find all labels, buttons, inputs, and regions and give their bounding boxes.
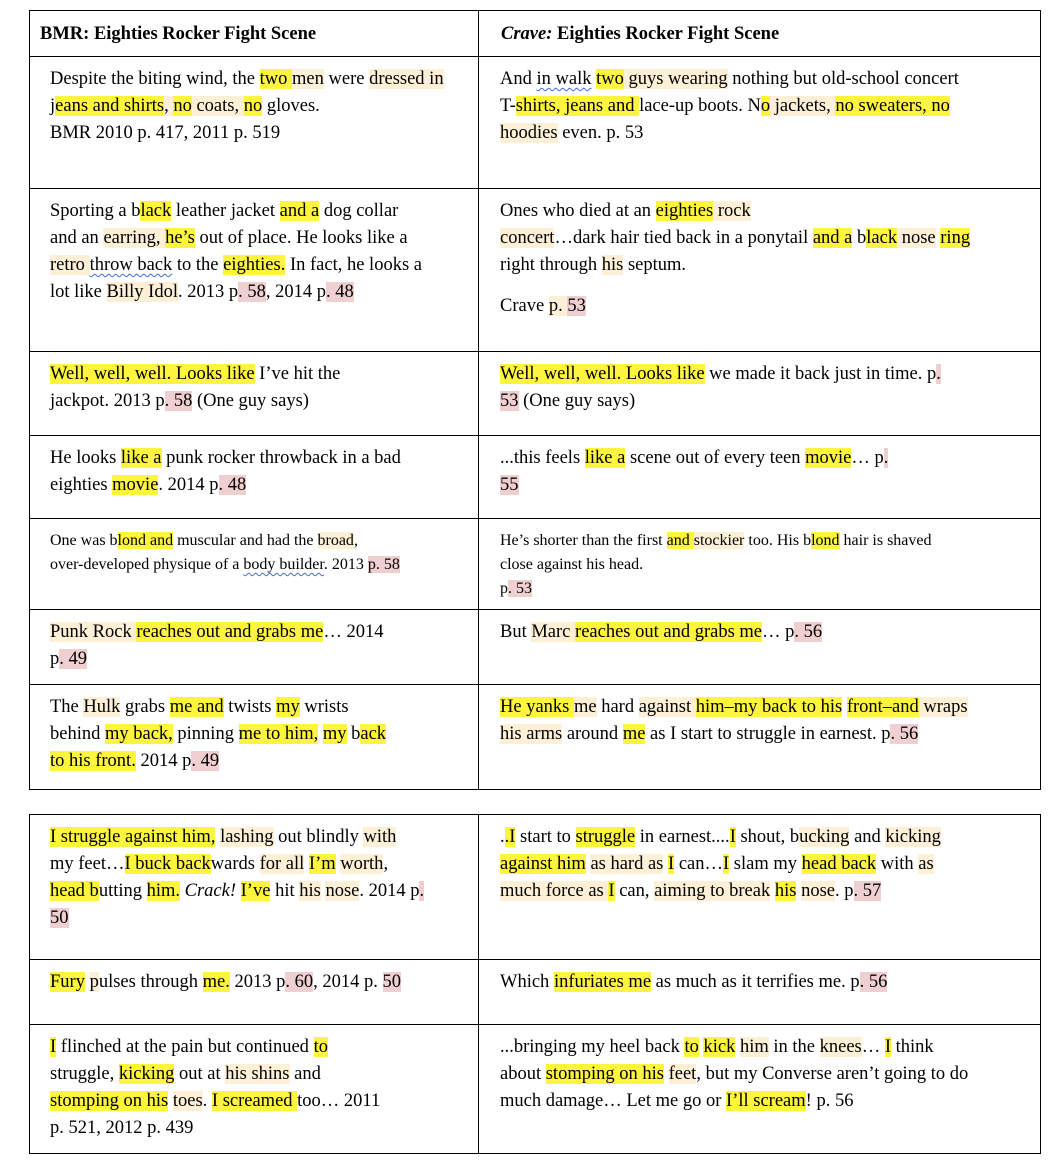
text-run: . — [202, 1091, 212, 1111]
header-right-title: Crave: — [501, 24, 553, 44]
text-run: shout, b — [735, 827, 800, 847]
highlight-yellow: me to him, — [238, 724, 319, 744]
highlight-pink: p. 58 — [367, 556, 400, 573]
highlight-yellow: kicking — [118, 1064, 175, 1084]
highlight-yellow: lack — [140, 201, 172, 221]
highlight-peach: earring, — [103, 228, 166, 248]
table-row — [30, 1025, 1041, 1154]
text-run: j — [50, 96, 56, 116]
highlight-yellow: infuriates me — [553, 972, 652, 992]
highlight-pink: . — [883, 448, 889, 468]
highlight-yellow: struggle — [575, 827, 636, 847]
highlight-yellow: to his front. — [50, 751, 136, 771]
text-run: (One guy says) — [518, 391, 636, 411]
text-run: hard — [596, 697, 639, 717]
text-run: T- — [500, 96, 516, 116]
header-right-text: Eighties Rocker Fight Scene — [552, 24, 780, 44]
highlight-peach: p. — [548, 296, 568, 316]
table-row — [30, 685, 1041, 790]
highlight-peach: kicking — [885, 827, 941, 847]
highlight-yellow: he’s — [165, 228, 195, 248]
highlight-pink: 53 — [500, 391, 519, 411]
header-left — [30, 11, 479, 57]
highlight-yellow: my — [276, 697, 300, 717]
bmr-cell — [30, 57, 479, 189]
text-run: struggle, — [50, 1064, 119, 1084]
text-run: as much as it terrifies me. p — [651, 972, 860, 992]
text-run: grabs — [120, 697, 170, 717]
highlight-yellow: I screamed — [211, 1091, 298, 1111]
crave-cell — [479, 57, 1041, 189]
text-run: , 2014 p. — [313, 972, 383, 992]
highlight-yellow: to — [684, 1037, 699, 1057]
spell-underline: body builder — [243, 556, 324, 573]
text-run: … 2014 — [323, 622, 384, 642]
highlight-peach: me — [573, 697, 597, 717]
text-run: wrists — [299, 697, 349, 717]
text-run: BMR 2010 p. 417, 2011 p. 519 — [50, 123, 281, 143]
highlight-pink: . — [419, 881, 425, 901]
highlight-peach: rock — [713, 201, 751, 221]
highlight-yellow: and — [666, 532, 694, 549]
text-run: In fact, he looks a — [285, 255, 422, 275]
highlight-yellow: like a — [584, 448, 626, 468]
highlight-peach: knees — [819, 1037, 862, 1057]
italic-text: Crack! — [180, 881, 237, 901]
text-run: lot like — [50, 282, 107, 302]
highlight-yellow: movie — [112, 475, 159, 495]
highlight-peach: as hard as — [590, 854, 664, 874]
highlight-peach: lashing — [220, 827, 274, 847]
text-run: , — [353, 532, 358, 549]
text-run: , but my Converse aren’t going to do — [696, 1064, 969, 1084]
highlight-peach: Billy Idol — [106, 282, 178, 302]
header-row — [30, 11, 1041, 57]
highlight-yellow: I — [668, 854, 675, 874]
bmr-cell — [30, 519, 479, 610]
text-run: eighties — [50, 475, 113, 495]
text-run: and — [289, 1064, 321, 1084]
highlight-peach: Punk Rock — [50, 622, 137, 642]
text-run: think — [891, 1037, 934, 1057]
highlight-yellow: lond — [811, 532, 840, 549]
highlight-yellow: him. — [146, 881, 181, 901]
text-run: can… — [674, 854, 723, 874]
highlight-yellow: me. — [202, 972, 230, 992]
crave-cell — [479, 685, 1041, 790]
highlight-yellow: I’ll scream — [726, 1091, 806, 1111]
highlight-pink: . 48 — [218, 475, 247, 495]
text-run: out blindly — [273, 827, 364, 847]
crave-cell — [479, 189, 1041, 352]
highlight-yellow: ack — [360, 724, 387, 744]
highlight-yellow: like a — [120, 448, 162, 468]
text-run: ! p. 56 — [805, 1091, 854, 1111]
highlight-pink: 50 — [50, 908, 69, 928]
comparison-table-1 — [29, 10, 1041, 790]
bmr-cell — [30, 436, 479, 519]
bmr-cell — [30, 815, 479, 960]
highlight-yellow: reaches out and grabs me — [136, 622, 324, 642]
text-run: , — [383, 854, 389, 874]
highlight-yellow: stomping on his — [545, 1064, 664, 1084]
highlight-yellow: shirts, jeans and — [515, 96, 640, 116]
highlight-peach: Hulk — [83, 697, 121, 717]
table-row — [30, 610, 1041, 685]
highlight-yellow: and a — [279, 201, 320, 221]
highlight-yellow: movie — [805, 448, 852, 468]
text-run: dog collar — [319, 201, 399, 221]
bmr-cell — [30, 610, 479, 685]
table-row — [30, 815, 1041, 960]
highlight-peach: hoodies — [500, 123, 558, 143]
highlight-peach: dressed in — [369, 69, 444, 89]
highlight-pink: . 58 — [238, 282, 266, 302]
header-right — [479, 11, 1041, 57]
highlight-yellow: eighties. — [223, 255, 286, 275]
text-run: jackpot. 2013 p — [50, 391, 165, 411]
text-run: Ones who died at an — [500, 201, 656, 221]
crave-cell — [479, 1025, 1041, 1154]
text-run: 2013 p — [229, 972, 286, 992]
highlight-peach: his — [299, 881, 321, 901]
highlight-peach: jackets, — [770, 96, 836, 116]
highlight-yellow: I — [884, 1037, 892, 1057]
text-run: my feet… — [50, 854, 125, 874]
highlight-yellow: my back, — [104, 724, 173, 744]
bmr-cell — [30, 960, 479, 1025]
highlight-peach: coats, — [191, 96, 244, 116]
text-run: … — [861, 1037, 885, 1057]
highlight-pink: . 49 — [59, 649, 87, 669]
comparison-table-2 — [29, 814, 1041, 1154]
text-run: He’s shorter than the first — [500, 532, 667, 549]
highlight-pink: . 48 — [325, 282, 354, 302]
highlight-peach: nose — [801, 881, 835, 901]
text-run: too. His b — [744, 532, 812, 549]
highlight-peach: wraps — [918, 697, 968, 717]
highlight-pink: . 60 — [285, 972, 314, 992]
spell-underline: throw back — [89, 255, 173, 275]
highlight-yellow: head back — [801, 854, 877, 874]
highlight-yellow: I buck back — [124, 854, 211, 874]
paragraph-gap — [500, 279, 1026, 293]
table-row — [30, 519, 1041, 610]
spell-underline: in walk — [536, 69, 592, 89]
highlight-pink: . 53 — [508, 580, 532, 597]
text-run: nothing but old-school concert — [727, 69, 959, 89]
highlight-yellow: I — [608, 881, 615, 901]
text-run: around — [562, 724, 623, 744]
text-run: Despite the biting wind, the — [50, 69, 260, 89]
highlight-pink: 55 — [500, 475, 519, 495]
highlight-pink: . — [936, 364, 941, 384]
highlight-yellow: no sweaters, no — [835, 96, 950, 116]
text-run: pinning — [172, 724, 239, 744]
text-run: we made it back just in time. p — [704, 364, 937, 384]
text-run: . p — [835, 881, 854, 901]
text-run: b — [852, 228, 867, 248]
highlight-peach: much force as — [500, 881, 609, 901]
highlight-yellow: He yanks — [500, 697, 574, 717]
text-run: (One guy says) — [192, 391, 309, 411]
text-run: hit — [270, 881, 300, 901]
text-run: in earnest.... — [635, 827, 730, 847]
text-run — [236, 881, 241, 901]
highlight-yellow: Well, well, well. Looks like — [500, 364, 705, 384]
bmr-cell — [30, 685, 479, 790]
text-run: . 2013 p — [177, 282, 239, 302]
highlight-yellow: I — [50, 1037, 57, 1057]
text-run: about — [500, 1064, 546, 1084]
text-run: hair is shaved — [839, 532, 932, 549]
highlight-yellow: lond and — [117, 532, 174, 549]
highlight-peach: stockier — [693, 532, 745, 549]
text-run: out of place. He looks like a — [194, 228, 408, 248]
text-run: right through — [500, 255, 602, 275]
highlight-peach: guys wearing — [623, 69, 728, 89]
text-run: ...this feels — [500, 448, 585, 468]
highlight-peach: men — [292, 69, 324, 89]
highlight-peach: against — [638, 697, 696, 717]
text-run: Which — [500, 972, 554, 992]
highlight-peach: worth — [340, 854, 384, 874]
text-run: 2014 p — [135, 751, 192, 771]
text-run: The — [50, 697, 84, 717]
highlight-peach: ucking — [799, 827, 850, 847]
bmr-cell — [30, 352, 479, 436]
highlight-yellow: eans and shirts — [55, 96, 165, 116]
text-run: over-developed physique of a — [50, 556, 244, 573]
text-run: Sporting a b — [50, 201, 141, 221]
text-run: . — [500, 827, 505, 847]
highlight-peach: toes — [172, 1091, 203, 1111]
text-run: And — [500, 69, 537, 89]
table-row — [30, 436, 1041, 519]
text-run: were — [323, 69, 370, 89]
highlight-peach: Marc — [531, 622, 576, 642]
text-run: and — [849, 827, 886, 847]
text-run: b — [346, 724, 361, 744]
highlight-yellow: my — [322, 724, 347, 744]
text-run: He looks — [50, 448, 121, 468]
text-run — [85, 972, 90, 992]
highlight-peach: retro — [50, 255, 90, 275]
text-run: close against his head. — [500, 556, 644, 573]
highlight-yellow: lack — [866, 228, 898, 248]
highlight-yellow: I — [723, 854, 730, 874]
highlight-peach: nose — [897, 228, 936, 248]
text-run: … p — [851, 448, 884, 468]
highlight-yellow: to — [313, 1037, 328, 1057]
highlight-yellow: no — [173, 96, 192, 116]
text-run: lace-up boots. N — [639, 96, 761, 116]
highlight-peach: his arms — [500, 724, 563, 744]
text-run: and an — [50, 228, 104, 248]
highlight-peach: p — [89, 972, 99, 992]
highlight-pink: 50 — [382, 972, 401, 992]
text-run: …dark hair tied back in a ponytail — [554, 228, 813, 248]
highlight-peach: , — [164, 96, 174, 116]
highlight-peach: feet — [668, 1064, 697, 1084]
highlight-yellow: me and — [169, 697, 224, 717]
text-run: , 2014 p — [265, 282, 326, 302]
highlight-yellow: I — [729, 827, 736, 847]
text-run: with — [876, 854, 919, 874]
highlight-yellow: I struggle against him, — [50, 827, 216, 847]
text-run: wards — [210, 854, 260, 874]
table-row — [30, 960, 1041, 1025]
text-run: much damage… Let me go or — [500, 1091, 727, 1111]
text-run: ...bringing my heel back — [500, 1037, 685, 1057]
crave-cell — [479, 815, 1041, 960]
text-run: … p — [762, 622, 795, 642]
text-run: twists — [223, 697, 277, 717]
highlight-peach: nose — [325, 881, 360, 901]
crave-cell — [479, 960, 1041, 1025]
highlight-yellow: two — [596, 69, 624, 89]
text-run: . 2013 — [323, 556, 368, 573]
highlight-peach: with — [363, 827, 397, 847]
highlight-yellow: stomping on his — [50, 1091, 169, 1111]
highlight-yellow: Well, well, well. Looks like — [50, 364, 255, 384]
highlight-yellow: I’m — [308, 854, 336, 874]
highlight-yellow: ring — [940, 228, 971, 248]
text-run: leather jacket — [171, 201, 280, 221]
highlight-yellow: against him — [500, 854, 586, 874]
text-run: too… 2011 — [297, 1091, 381, 1111]
bmr-cell — [30, 189, 479, 352]
highlight-yellow: reaches out and grabs me — [575, 622, 763, 642]
highlight-yellow: two — [259, 69, 293, 89]
text-run: . 2014 p — [359, 881, 420, 901]
text-run: utting — [98, 881, 147, 901]
crave-cell — [479, 436, 1041, 519]
highlight-peach: him — [739, 1037, 769, 1057]
highlight-pink: . 49 — [191, 751, 220, 771]
highlight-peach: his shins — [225, 1064, 290, 1084]
highlight-yellow: .I — [504, 827, 516, 847]
text-run: start to — [515, 827, 576, 847]
highlight-peach: aiming to break — [654, 881, 771, 901]
text-run: gloves. — [262, 96, 320, 116]
header-left-text: BMR: Eighties Rocker Fight Scene — [40, 24, 317, 44]
text-run: to the — [172, 255, 224, 275]
crave-cell — [479, 352, 1041, 436]
text-run: flinched at the pain but continued — [56, 1037, 314, 1057]
table-row — [30, 189, 1041, 352]
text-run: slam my — [729, 854, 802, 874]
text-run: . 2014 p — [158, 475, 219, 495]
highlight-pink: . 56 — [794, 622, 823, 642]
highlight-pink: . 56 — [890, 724, 919, 744]
text-run: out at — [174, 1064, 226, 1084]
highlight-yellow: and a — [812, 228, 853, 248]
text-run: ulses through — [98, 972, 203, 992]
text-run: punk rocker throwback in a bad — [161, 448, 401, 468]
highlight-peach: his — [601, 255, 624, 275]
highlight-pink: . 56 — [859, 972, 888, 992]
highlight-peach: as — [918, 854, 934, 874]
text-run: can, — [614, 881, 655, 901]
highlight-yellow: front–and — [846, 697, 919, 717]
highlight-peach: for all — [259, 854, 305, 874]
text-run — [664, 1064, 669, 1084]
text-run: even. p. 53 — [557, 123, 644, 143]
text-run: behind — [50, 724, 105, 744]
highlight-yellow: his — [774, 881, 797, 901]
text-run: One was b — [50, 532, 118, 549]
highlight-peach: broad — [317, 532, 354, 549]
text-run: p — [500, 580, 508, 597]
table-row — [30, 57, 1041, 189]
text-run: I’ve hit the — [254, 364, 341, 384]
table-row — [30, 352, 1041, 436]
crave-cell — [479, 610, 1041, 685]
highlight-peach: concert — [500, 228, 555, 248]
text-run: muscular and had the — [173, 532, 318, 549]
highlight-yellow: I’ve — [240, 881, 271, 901]
highlight-yellow: him–my back to his — [695, 697, 843, 717]
crave-cell — [479, 519, 1041, 610]
highlight-yellow: me — [622, 724, 646, 744]
highlight-yellow: eighties — [655, 201, 714, 221]
text-run: Crave — [500, 296, 549, 316]
highlight-pink: . 58 — [164, 391, 193, 411]
highlight-yellow: kick — [703, 1037, 736, 1057]
text-run: p — [50, 649, 60, 669]
text-run: as I start to struggle in earnest. p — [645, 724, 891, 744]
text-run: in the — [768, 1037, 820, 1057]
text-run: septum. — [623, 255, 687, 275]
highlight-yellow: o — [760, 96, 771, 116]
text-run: But — [500, 622, 532, 642]
text-run: scene out of every teen — [625, 448, 806, 468]
bmr-cell — [30, 1025, 479, 1154]
highlight-yellow: Fury — [50, 972, 85, 992]
highlight-yellow: no — [243, 96, 263, 116]
highlight-yellow: head b — [50, 881, 99, 901]
highlight-pink: 53 — [567, 296, 586, 316]
text-run: p. 521, 2012 p. 439 — [50, 1118, 194, 1138]
highlight-pink: . 57 — [853, 881, 882, 901]
